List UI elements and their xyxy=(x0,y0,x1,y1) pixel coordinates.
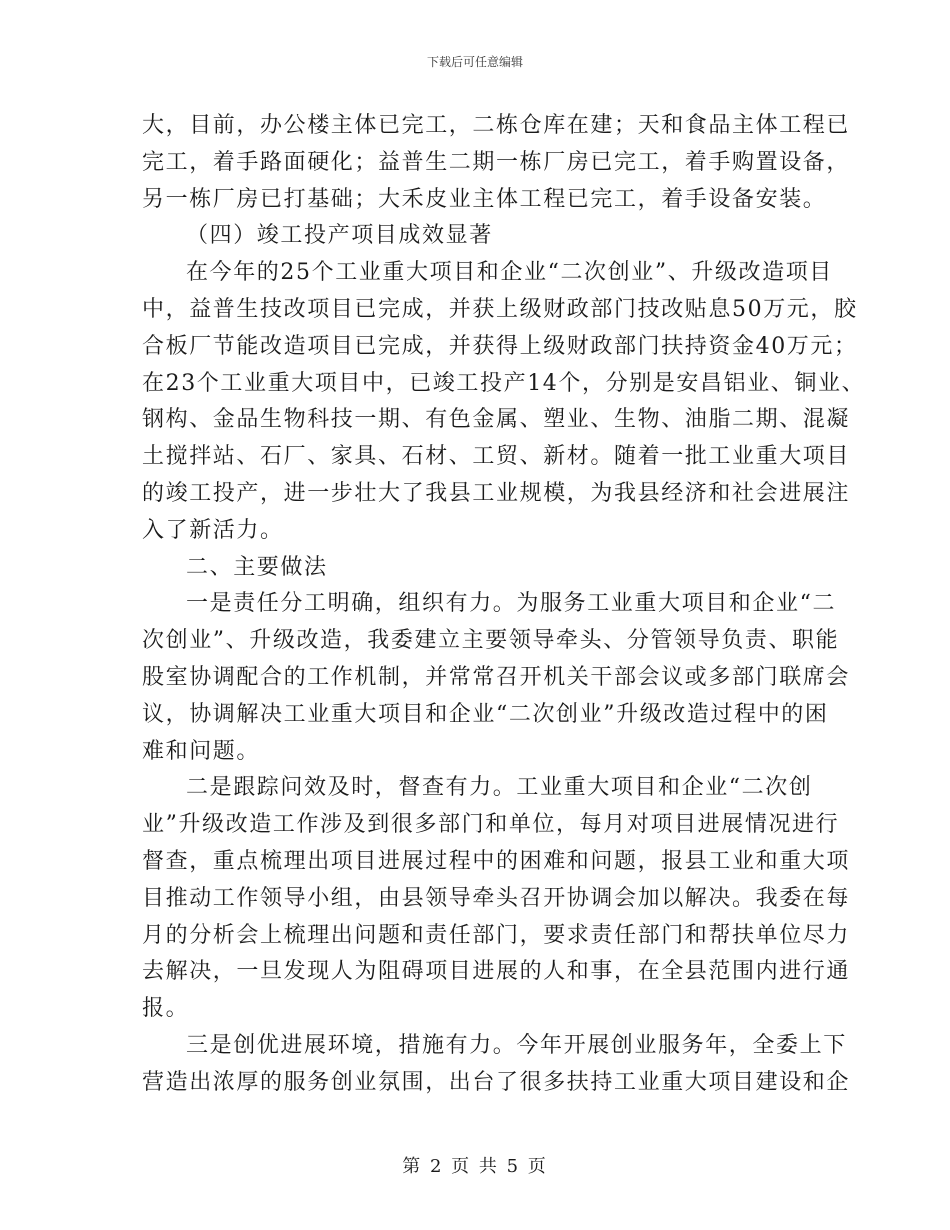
text-line: 去解决，一旦发现人为阻碍项目进展的人和事，在全县范围内进行通 xyxy=(142,959,851,985)
text-line: 报。 xyxy=(142,996,190,1022)
text-line: 土搅拌站、石厂、家具、石材、工贸、新材。随着一批工业重大项目 xyxy=(142,444,851,470)
text-line: 股室协调配合的工作机制，并常常召开机关干部会议或多部门联席会 xyxy=(142,664,851,690)
text-line: 督查，重点梳理出项目进展过程中的困难和问题，报县工业和重大项 xyxy=(142,848,851,874)
text-line: 入了新活力。 xyxy=(142,517,284,543)
text-line: 月的分析会上梳理出问题和责任部门，要求责任部门和帮扶单位尽力 xyxy=(142,922,851,948)
text-line: 合板厂节能改造项目已完成，并获得上级财政部门扶持资金40万元； xyxy=(142,333,858,359)
text-line: 在23个工业重大项目中，已竣工投产14个，分别是安昌铝业、铜业、 xyxy=(142,370,866,396)
text-line: 营造出浓厚的服务创业氛围，出台了很多扶持工业重大项目建设和企 xyxy=(142,1069,851,1095)
text-line: 三是创优进展环境，措施有力。今年开展创业服务年，全委上下 xyxy=(186,1032,847,1058)
text-line: 业”升级改造工作涉及到很多部门和单位，每月对项目进展情况进行 xyxy=(142,812,840,838)
text-line: 大，目前，办公楼主体已完工，二栋仓库在建；天和食品主体工程已 xyxy=(142,113,851,138)
text-line: 议，协调解决工业重大项目和企业“二次创业”升级改造过程中的困 xyxy=(142,701,829,727)
text-line: 的竣工投产，进一步壮大了我县工业规模，为我县经济和社会进展注 xyxy=(142,480,851,506)
text-line: 另一栋厂房已打基础；大禾皮业主体工程已完工，着手设备安装。 xyxy=(142,186,827,212)
page-footer: 第 2 页 共 5 页 xyxy=(402,1156,548,1177)
text-line: 完工，着手路面硬化；益普生二期一栋厂房已完工，着手购置设备， xyxy=(142,149,851,175)
text-line: 次创业”、升级改造，我委建立主要领导牵头、分管领导负责、职能 xyxy=(142,628,840,654)
text-line: （四）竣工投产项目成效显著 xyxy=(186,223,493,249)
text-line: 中，益普生技改项目已完成，并获上级财政部门技改贴息50万元，胶 xyxy=(142,296,858,322)
header-note: 下载后可任意编辑 xyxy=(426,55,523,69)
text-line: 钢构、金品生物科技一期、有色金属、塑业、生物、油脂二期、混凝 xyxy=(142,407,851,433)
text-line: 一是责任分工明确，组织有力。为服务工业重大项目和企业“二 xyxy=(186,591,837,617)
text-line: 在今年的25个工业重大项目和企业“二次创业”、升级改造项目 xyxy=(186,260,833,286)
text-line: 目推动工作领导小组，由县领导牵头召开协调会加以解决。我委在每 xyxy=(142,885,851,911)
text-line: 二、主要做法 xyxy=(186,554,328,580)
text-line: 二是跟踪问效及时，督查有力。工业重大项目和企业“二次创 xyxy=(186,775,813,801)
text-line: 难和问题。 xyxy=(142,738,261,764)
body-text xyxy=(142,108,866,1102)
